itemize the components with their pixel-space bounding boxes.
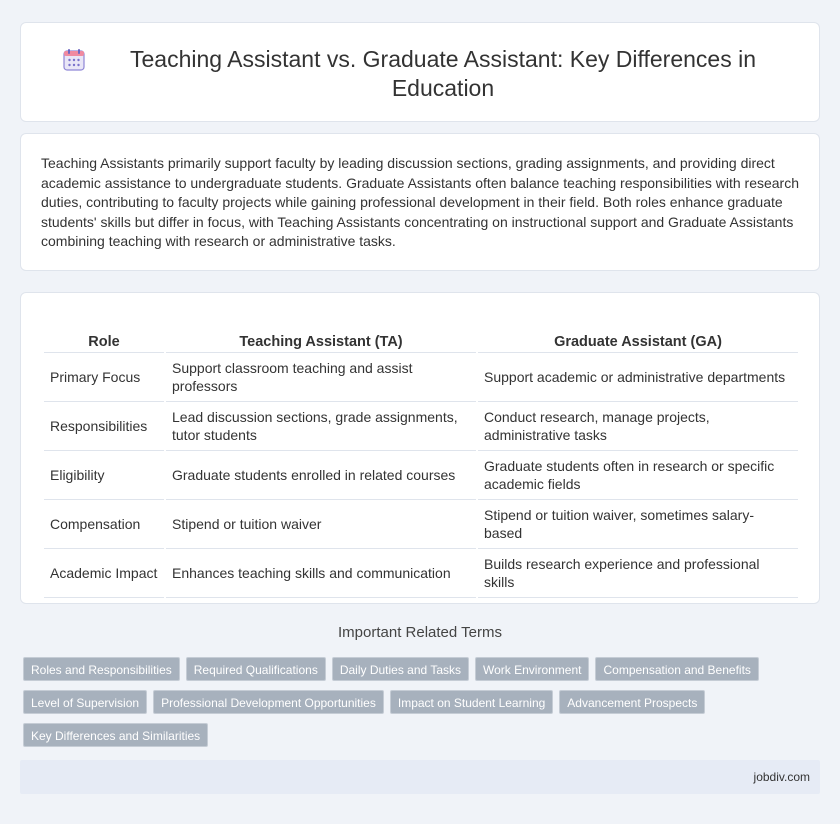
related-terms-list	[23, 656, 823, 755]
calendar-icon	[61, 47, 87, 73]
table-cell: Support classroom teaching and assist professors	[166, 353, 476, 402]
table-row	[44, 500, 798, 549]
table-cell: Stipend or tuition waiver, sometimes salary-based	[478, 500, 798, 549]
footer	[20, 760, 820, 794]
table-cell: Enhances teaching skills and communication	[166, 549, 476, 598]
related-terms-title: Important Related Terms	[338, 624, 502, 641]
table-cell: Lead discussion sections, grade assignments, tutor students	[166, 402, 476, 451]
related-term-tag[interactable]: Compensation and Benefits	[595, 657, 758, 681]
table-cell: Eligibility	[44, 451, 164, 500]
table-row	[44, 549, 798, 598]
related-term-tag[interactable]: Key Differences and Similarities	[23, 723, 208, 747]
footer-site-link[interactable]: jobdiv.com	[753, 770, 810, 784]
table-cell: Conduct research, manage projects, administrative tasks	[478, 402, 798, 451]
table-cell: Graduate students often in research or specific academic fields	[478, 451, 798, 500]
header-card	[20, 22, 820, 122]
table-header-row	[44, 311, 798, 353]
related-term-tag[interactable]: Professional Development Opportunities	[153, 690, 384, 714]
table-cell: Support academic or administrative departments	[478, 353, 798, 402]
page-title: Teaching Assistant vs. Graduate Assistant: Key Differences in Education	[129, 46, 756, 101]
related-term-tag[interactable]: Level of Supervision	[23, 690, 147, 714]
intro-card	[20, 133, 820, 271]
table-cell: Compensation	[44, 500, 164, 549]
related-term-tag[interactable]: Required Qualifications	[186, 657, 326, 681]
table-row	[44, 402, 798, 451]
table-cell: Responsibilities	[44, 402, 164, 451]
related-term-tag[interactable]: Impact on Student Learning	[390, 690, 553, 714]
column-header: Teaching Assistant (TA)	[166, 311, 476, 353]
comparison-card	[20, 292, 820, 604]
intro-text: Teaching Assistants primarily support faculty by leading discussion sections, grading assignments, and providing direct academic assistance to undergraduate students. Graduate Assistants often balance teaching responsibilities with research duties, contributing to faculty projects while gaining professional development in their field. Both roles enhance graduate students' skills but differ in focus, with Teaching Assistants concentrating on instructional support and Graduate Assistants combining teaching with research or administrative tasks.	[41, 155, 799, 249]
related-term-tag[interactable]: Advancement Prospects	[559, 690, 705, 714]
related-term-tag[interactable]: Roles and Responsibilities	[23, 657, 180, 681]
table-row	[44, 451, 798, 500]
column-header: Graduate Assistant (GA)	[478, 311, 798, 353]
related-term-tag[interactable]: Daily Duties and Tasks	[332, 657, 469, 681]
table-cell: Academic Impact	[44, 549, 164, 598]
column-header: Role	[44, 311, 164, 353]
related-term-tag[interactable]: Work Environment	[475, 657, 589, 681]
table-row	[44, 353, 798, 402]
table-cell: Stipend or tuition waiver	[166, 500, 476, 549]
comparison-table	[42, 311, 800, 598]
table-cell: Graduate students enrolled in related courses	[166, 451, 476, 500]
table-cell: Primary Focus	[44, 353, 164, 402]
table-cell: Builds research experience and professional skills	[478, 549, 798, 598]
